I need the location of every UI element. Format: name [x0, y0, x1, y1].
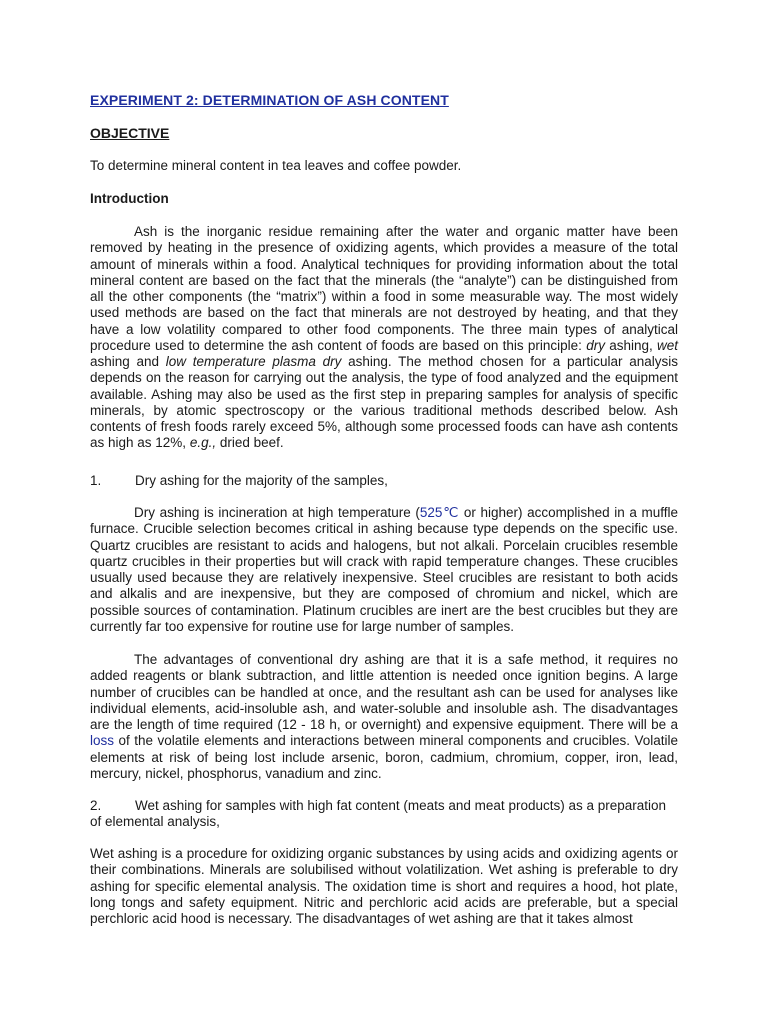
- objective-text: To determine mineral content in tea leaves and coffee powder.: [90, 158, 462, 173]
- page-title: EXPERIMENT 2: DETERMINATION OF ASH CONTENT: [90, 92, 449, 108]
- eg-abbreviation: e.g.,: [189, 435, 217, 451]
- introduction-text-part2: ashing. The method chosen for a particular analysis depends on the reason for carrying out the analysis, the type of food analyzed and the equipment available. Ashing may also be used as the first step in preparing samples for analysis of specific minerals, by atomic spectroscopy or the various traditional methods described below. Ash contents of fresh foods rarely exceed 5%, although some processed foods can have ash contents as high as 12%,: [90, 354, 678, 451]
- document-page: [90, 0, 678, 1024]
- dry-ashing-paragraph: [90, 505, 678, 635]
- section-2-number: 2.: [90, 798, 102, 813]
- introduction-paragraph: [90, 224, 678, 452]
- wet-ashing-paragraph: Wet ashing is a procedure for oxidizing organic substances by using acids and oxidizing agents or their combinations. Minerals are solubilised without volatilization. Wet ashing is preferable to dry ashing for specific elemental analysis. The oxidation time is short and requires a hood, hot plate, long tongs and safety equipment. Nitric and perchloric acid acids are preferable, but a special perchloric acid hood is necessary. The disadvantages of wet ashing are that it takes almost: [90, 846, 678, 926]
- dry-ashing-term: dry: [586, 337, 605, 353]
- introduction-text-part3: dried beef.: [216, 435, 284, 451]
- advantages-text-start: The advantages of conventional dry ashing are that it is a safe method, it requires no added reagents or blank subtraction, and little attention is needed once ignition begins. A large number of crucibles can be handled at once, and the resultant ash can be used for analyses like individual elements, acid-insoluble ash, and water-soluble and insoluble ash. The disadvantages are the length of time required (12 - 18 h, or overnight) and expensive equipment. There will be a: [90, 652, 678, 732]
- wet-ashing-term: wet: [656, 337, 678, 353]
- dry-ashing-text-rest: or higher) accomplished in a muffle furnace. Crucible selection becomes critical in ashing because type depends on the specific use. Quartz crucibles are resistant to acids and halogens, but not alkali. Porcelain crucibles resemble quartz crucibles in their properties but will crack with rapid temperature changes. These crucibles usually used because they are relatively inexpensive. Steel crucibles are resistant to both acids and alkalis and are inexpensive, but they are composed of chromium and nickel, which are possible sources of contamination. Platinum crucibles are inert are the best crucibles but they are currently far too expensive for routine use for large number of samples.: [90, 505, 679, 634]
- section-2-heading: [90, 798, 678, 831]
- dry-ashing-advantages-paragraph: [90, 652, 678, 782]
- temperature-value: 525℃: [419, 505, 460, 520]
- advantages-text-rest: of the volatile elements and interactions between mineral components and crucibles. Volatile elements at risk of being lost include arsenic, boron, cadmium, chromium, copper, iron, lead, mercury, nickel, phosphorus, vanadium and zinc.: [90, 733, 678, 781]
- dry-ashing-text-start: Dry ashing is incineration at high temperature (: [134, 505, 420, 520]
- section-1-number: 1.: [90, 473, 102, 488]
- loss-word: loss: [90, 733, 115, 749]
- introduction-heading: Introduction: [90, 191, 169, 206]
- introduction-text-part1: Ash is the inorganic residue remaining after the water and organic matter have been removed by heating in the presence of oxidizing agents, which provides a measure of the total amount of minerals within a food. Analytical techniques for providing information about the total mineral content are based on the fact that the minerals (the “analyte”) can be distinguished from all the other components (the “matrix”) within a food in some measurable way. The most widely used methods are based on the fact that minerals are not destroyed by heating, and that they have a low volatility compared to other food components. The three main types of analytical procedure used to determine the ash content of foods are based on this principle:: [90, 224, 678, 353]
- section-2-title: Wet ashing for samples with high fat content (meats and meat products) as a preparation of elemental analysis,: [90, 798, 667, 830]
- ashing-and-text: ashing and: [90, 354, 166, 369]
- ashing-comma-text: ashing,: [604, 337, 653, 353]
- section-1-heading: [90, 473, 678, 489]
- objective-heading: OBJECTIVE: [90, 125, 170, 141]
- low-temperature-plasma-term: low temperature plasma dry: [165, 354, 342, 369]
- section-1-title: Dry ashing for the majority of the samples,: [135, 473, 388, 488]
